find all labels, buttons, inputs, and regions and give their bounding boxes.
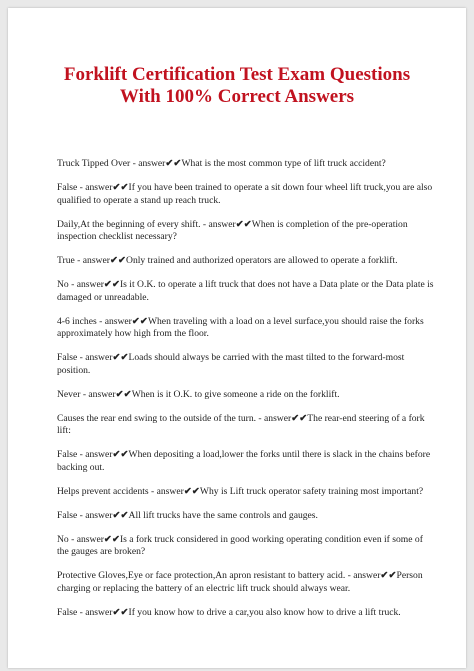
question-text: All lift trucks have the same controls and gauges.: [128, 509, 318, 521]
double-check-icon: ✔✔: [380, 570, 397, 581]
double-check-icon: ✔✔: [165, 158, 182, 169]
answer-text: False: [57, 449, 78, 460]
double-check-icon: ✔✔: [112, 182, 129, 193]
answer-separator: - answer: [77, 449, 113, 460]
question-text: Why is Lift truck operator safety training most important?: [199, 485, 424, 497]
answer-text: False: [57, 352, 78, 363]
qa-item: [57, 316, 437, 341]
answer-text: 4-6 inches: [57, 315, 97, 327]
question-text: Person charging or replacing the battery of an electric lift truck should always wear.: [57, 570, 423, 594]
answer-text: Causes the rear end swing to the outside of the turn.: [57, 412, 257, 424]
qa-item: [57, 352, 437, 377]
answer-separator: - answer: [77, 509, 113, 521]
qa-item: [57, 413, 437, 438]
qa-item: [57, 607, 437, 620]
double-check-icon: ✔✔: [103, 533, 120, 545]
answer-separator: - answer: [200, 218, 236, 230]
answer-text: False: [57, 182, 78, 193]
answer-separator: - answer: [74, 255, 110, 266]
double-check-icon: ✔✔: [112, 449, 129, 460]
double-check-icon: ✔✔: [235, 218, 252, 230]
answer-separator: - answer: [96, 315, 132, 327]
answer-text: Protective Gloves,Eye or face protection,An apron resistant to battery acid.: [57, 570, 346, 581]
question-text: Is a fork truck considered in good working operating condition even if some of the gauges are broken?: [57, 533, 423, 557]
answer-separator: - answer: [77, 352, 113, 363]
answer-separator: - answer: [68, 533, 104, 545]
document-title: [48, 64, 426, 108]
question-text: The rear-end steering of a fork lift:: [57, 412, 425, 436]
double-check-icon: ✔✔: [131, 315, 148, 327]
document-page: [8, 8, 466, 668]
question-text: When depositing a load,lower the forks until there is slack in the chains before backing out.: [57, 449, 431, 473]
double-check-icon: ✔✔: [112, 509, 129, 521]
answer-separator: - answer: [77, 606, 113, 618]
answer-text: Helps prevent accidents: [57, 485, 149, 497]
answer-separator: - answer: [68, 279, 104, 290]
qa-item: [57, 158, 437, 171]
answer-text: Truck Tipped Over: [57, 158, 131, 169]
question-text: If you have been trained to operate a sit down four wheel lift truck,you are also qualified to operate a stand up reach truck.: [57, 182, 433, 206]
double-check-icon: ✔✔: [291, 412, 308, 424]
double-check-icon: ✔✔: [109, 255, 127, 266]
qa-item: [57, 486, 437, 499]
answer-text: False: [57, 509, 78, 521]
answer-separator: - answer: [345, 570, 381, 581]
double-check-icon: ✔✔: [115, 388, 132, 400]
qa-item: [57, 219, 437, 244]
answer-separator: - answer: [148, 485, 184, 497]
qa-item: [57, 279, 437, 304]
question-text: What is the most common type of lift truck accident?: [181, 158, 386, 169]
qa-item: [57, 510, 437, 523]
qa-item: [57, 255, 437, 268]
answer-separator: - answer: [256, 412, 292, 424]
double-check-icon: ✔✔: [112, 352, 129, 363]
answer-text: No: [57, 533, 69, 545]
answer-text: True: [57, 255, 75, 266]
answer-text: Daily,At the beginning of every shift.: [57, 218, 201, 230]
qa-list: [57, 158, 437, 631]
question-text: When is completion of the pre-operation inspection checklist necessary?: [57, 218, 408, 242]
double-check-icon: ✔✔: [112, 606, 129, 618]
question-text: When traveling with a load on a level surface,you should raise the forks approximately how high from the floor.: [57, 315, 424, 339]
double-check-icon: ✔✔: [103, 279, 120, 290]
answer-text: False: [57, 606, 78, 618]
answer-separator: - answer: [80, 388, 116, 400]
title-line-2: With 100% Correct Answers: [119, 86, 355, 107]
qa-item: [57, 449, 437, 474]
qa-item: [57, 182, 437, 207]
question-text: When is it O.K. to give someone a ride on the forklift.: [131, 388, 340, 400]
question-text: Loads should always be carried with the mast tilted to the forward-most position.: [57, 352, 405, 376]
answer-separator: - answer: [77, 182, 113, 193]
qa-item: [57, 570, 437, 595]
question-text: Only trained and authorized operators are allowed to operate a forklift.: [126, 255, 398, 266]
question-text: If you know how to drive a car,you also know how to drive a lift truck.: [128, 606, 401, 618]
title-line-1: Forklift Certification Test Exam Questions: [63, 64, 411, 85]
double-check-icon: ✔✔: [183, 485, 200, 497]
answer-separator: - answer: [130, 158, 166, 169]
answer-text: Never: [57, 388, 81, 400]
answer-text: No: [57, 279, 69, 290]
question-text: Is it O.K. to operate a lift truck that does not have a Data plate or the Data plate is damaged or unreadable.: [57, 279, 434, 303]
qa-item: [57, 389, 437, 402]
qa-item: [57, 534, 437, 559]
